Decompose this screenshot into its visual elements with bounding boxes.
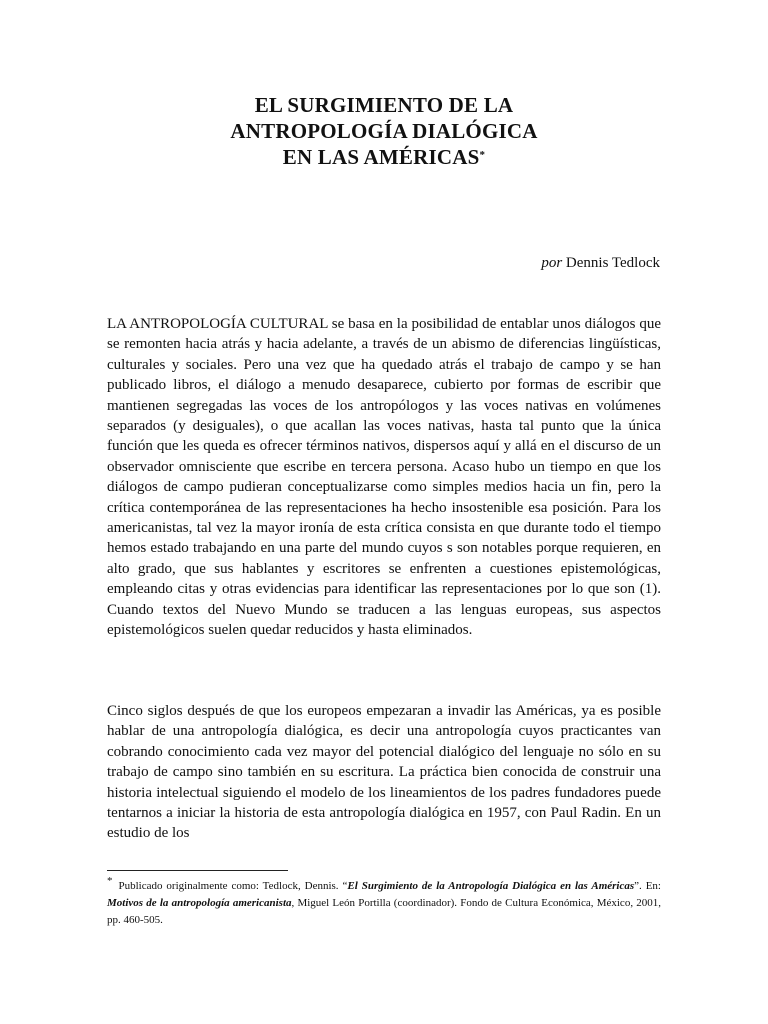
title-footnote-mark: * — [479, 149, 486, 161]
title-line — [0, 144, 768, 170]
footnote-lead: Publicado originalmente como: Tedlock, Dennis. “ — [118, 880, 348, 892]
byline-prefix: por — [541, 255, 563, 271]
body-paragraph: LA ANTROPOLOGÍA CULTURAL se basa en la posibilidad de entablar unos diálogos que se remonten hacia atrás y hacia adelante, a través de un abismo de diferencias lingüísticas, culturales y sociales. Pero una vez que ha quedado atrás el trabajo de campo y se han publicado libros, el diálogo a menudo desaparece, cubierto por formas de escribir que mantienen segregadas las voces de los antropólogos y las voces nativas en volúmenes separados (y desiguales), o que acallan las voces nativas, hasta tal punto que la única función que les queda es ofrecer términos nativos, dispersos aquí y allá en el discurso de un observador omnisciente que escribe en tercera persona. Acaso hubo un tiempo en que los diálogos de campo pudieran conceptualizarse como simples medios hacia un fin, pero la crítica contemporánea de las representaciones ha hecho insostenible esa posición. Para los americanistas, tal vez la mayor ironía de esta crítica consista en que durante todo el tiempo hemos estado trabajando en una parte del mundo cuyos s son notables porque requieren, en alto grado, que sus hablantes y escritores se enfrenten a cuestiones epistemológicas, empleando citas y otras evidencias para identificar las representaciones por lo que son (1). Cuando textos del Nuevo Mundo se traducen a las lenguas europeas, sus aspectos epistemológicos suelen quedar reducidos y hasta eliminados. — [107, 316, 661, 639]
document-title — [0, 92, 768, 170]
title-line: EL SURGIMIENTO DE LA — [254, 93, 514, 117]
footnote-article-title: El Surgimiento de la Antropología Dialógica en las Américas — [347, 880, 635, 892]
footnote — [107, 875, 662, 929]
footnote-mark: * — [107, 875, 113, 887]
byline — [541, 253, 660, 273]
author-name: Dennis Tedlock — [565, 255, 660, 271]
title-line-text: EN LAS AMÉRICAS — [282, 145, 480, 169]
title-line: ANTROPOLOGÍA DIALÓGICA — [230, 119, 538, 143]
footnote-tail: , Miguel León Portilla (coordinador). Fondo de Cultura Económica, México, 2001, pp. 460-505. — [107, 897, 662, 926]
footnote-divider — [107, 870, 288, 871]
body-paragraph: Cinco siglos después de que los europeos empezaran a invadir las Américas, ya es posible hablar de una antropología dialógica, es decir una antropología cuyos practicantes van cobrando conocimiento cada vez mayor del potencial dialógico del lenguaje no sólo en su trabajo de campo sino también en su escritura. La práctica bien conocida de construir una historia intelectual siguiendo el modelo de los lineamientos de los padres fundadores puede tentarnos a iniciar la historia de esta antropología dialógica en 1957, con Paul Radin. En un estudio de los — [107, 703, 661, 842]
footnote-mid: ”. En: — [634, 880, 661, 892]
footnote-book-title: Motivos de la antropología americanista — [107, 897, 292, 909]
